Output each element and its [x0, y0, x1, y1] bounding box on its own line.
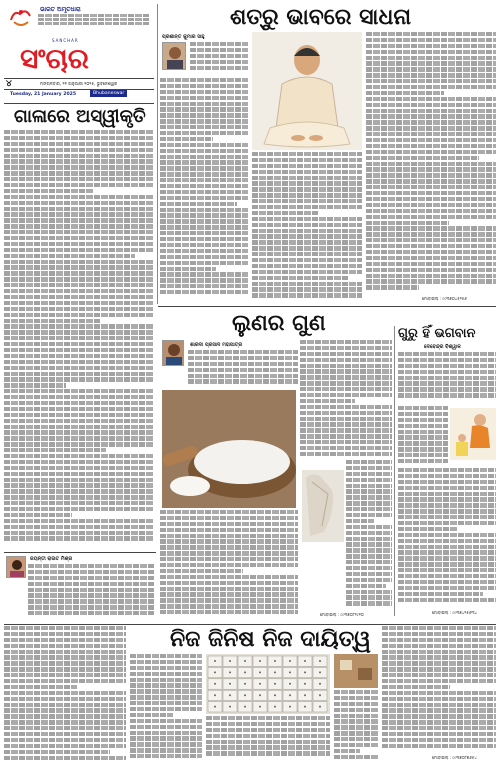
bottom-top-rule — [4, 624, 496, 625]
main-byline: ପ୍ରଶାନ୍ତ କୁମାର ସାହୁ — [162, 34, 205, 40]
editorial-body — [4, 130, 154, 548]
masthead-bar — [4, 78, 154, 90]
salt-footer: ମୋବାଇଲ୍ : ୯୯୩୭୦୮୨୯୧୦ — [320, 612, 364, 617]
salt-body-col1 — [160, 510, 298, 620]
bottom-body-col1 — [4, 626, 126, 762]
main-intro — [190, 42, 248, 74]
bottom-body-col5 — [382, 626, 496, 754]
date-odia: ମଙ୍ଗଳବାର, ୨୧ ଜାନୁଆରୀ ୨୦୨୫, ଭୁବନେଶ୍ୱର — [40, 81, 118, 86]
salt-top-rule — [158, 306, 496, 307]
guru-footer: ମୋବାଇଲ୍ : ୯୯୩୭୪୨୫୬୩୪ — [432, 610, 478, 615]
guru-divider — [394, 326, 395, 616]
guru-headline: ଗୁରୁ ହିଁ ଭଗବାନ — [398, 326, 476, 341]
bottom-headline: ନିଜ ଜିନିଷ ନିଜ ଦାୟିତ୍ୱ — [170, 626, 371, 652]
editorial-headline: ଗାଳାରେ ଅସ୍ୱୀକୃତି — [14, 106, 146, 127]
salt-body-intro — [188, 350, 298, 386]
bottom-footer: ମୋବାଇଲ୍ : ୯୯୩୭୦୮୭୬୫୪ — [432, 755, 477, 760]
masthead-name: ସଂଚାର — [20, 42, 89, 75]
column-body — [28, 564, 154, 622]
guru-photo — [450, 408, 496, 460]
main-body-col1 — [160, 78, 248, 302]
column-divider — [157, 4, 158, 304]
main-footer: ମୋବାଇଲ୍ : ୯୯୩୭୦୪୫୨୫୬ — [422, 296, 467, 301]
masthead-subtitle: SANCHAR — [52, 38, 79, 43]
author-photo-salt — [162, 340, 184, 366]
bottom-body-col2 — [130, 654, 202, 762]
page-number: ୪ — [6, 79, 12, 89]
author-photo-main — [162, 42, 186, 70]
column-top-rule — [4, 552, 156, 553]
guru-body-left — [398, 406, 448, 466]
main-headline: ଶତ୍ରୁ ଭାବରେ ସାଧନା — [230, 4, 412, 30]
guru-byline: ଦେବେନ୍ଦ୍ର ବିଶ୍ୱାଳ — [424, 344, 461, 350]
author-photo-column — [6, 556, 26, 578]
city-label: Bhubaneswar — [90, 90, 127, 97]
salt-photo — [162, 390, 296, 508]
drawer-photo — [206, 654, 330, 714]
salt-byline: ଶାରଦା ପ୍ରସାଦ ମହାପାତ୍ର — [190, 342, 243, 348]
bottom-body-col3 — [206, 716, 330, 762]
masthead-info — [38, 14, 150, 36]
editorial-top-rule — [4, 103, 154, 104]
saint-photo — [252, 32, 362, 150]
date-english: Tuesday, 21 January 2025 — [10, 92, 77, 97]
salt-headline: ଲୁଣର ଗୁଣ — [232, 310, 326, 336]
om-icon — [8, 6, 34, 28]
crafts-photo — [334, 654, 378, 688]
main-body-col3 — [366, 32, 496, 294]
salt-body-col2 — [300, 340, 392, 460]
salt-inset-photo — [302, 470, 344, 542]
masthead — [4, 4, 154, 102]
column-byline: ଜୟନ୍ତୀ ରାଉତ ମିଶ୍ର — [30, 556, 73, 562]
salt-body-col3 — [346, 460, 392, 610]
guru-body-col2 — [398, 468, 496, 608]
main-body-col2 — [252, 152, 362, 302]
guru-body-col1 — [398, 352, 496, 404]
masthead-tagline: ଭାରତ ଅମୃତଧାରା — [40, 6, 81, 13]
bottom-body-col4 — [334, 690, 378, 762]
